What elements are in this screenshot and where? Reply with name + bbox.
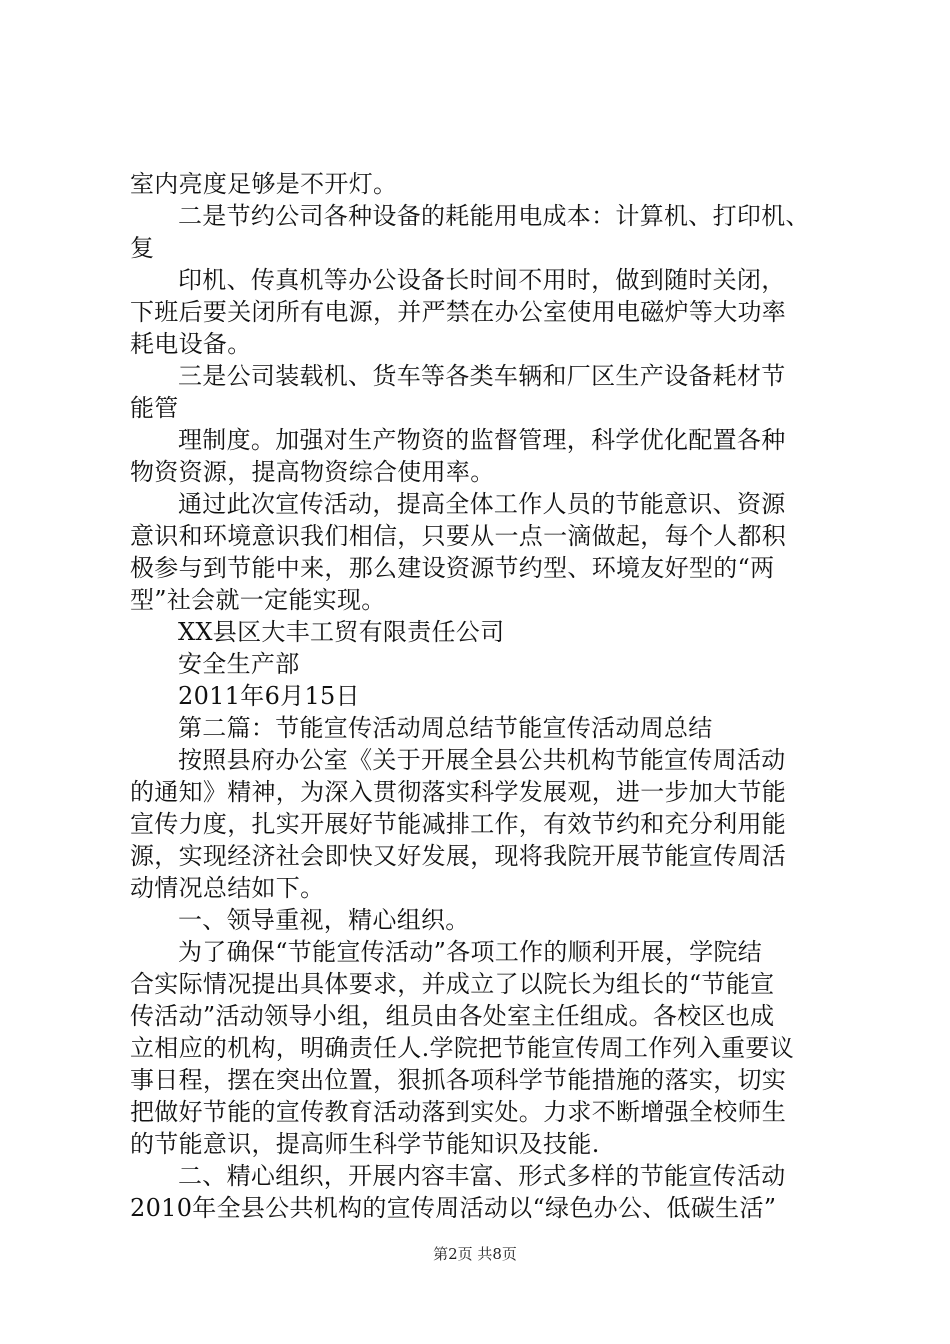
signature-date: 2011年6月15日 xyxy=(178,682,360,710)
text-line: 源，实现经济社会即快又好发展，现将我院开展节能宣传周活 xyxy=(130,842,787,870)
text-line: 极参与到节能中来，那么建设资源节约型、环境友好型的“两 xyxy=(130,554,775,582)
text-line: 理制度。加强对生产物资的监督管理，科学优化配置各种 xyxy=(178,426,786,454)
text-line: 的通知》精神，为深入贯彻落实科学发展观，进一步加大节能 xyxy=(130,778,787,806)
text-line: 印机、传真机等办公设备长时间不用时，做到随时关闭， xyxy=(178,266,786,294)
text-line: 型”社会就一定能实现。 xyxy=(130,586,386,614)
text-line: 的节能意识，提高师生科学节能知识及技能. xyxy=(130,1130,600,1158)
signature-company: XX县区大丰工贸有限责任公司 xyxy=(178,618,505,646)
text-line: 二是节约公司各种设备的耗能用电成本：计算机、打印机、 xyxy=(178,202,810,230)
text-line: 为了确保“节能宣传活动”各项工作的顺利开展，学院结 xyxy=(178,938,763,966)
section-heading: 第二篇：节能宣传活动周总结节能宣传活动周总结 xyxy=(178,714,713,742)
signature-department: 安全生产部 xyxy=(178,650,300,678)
text-line: 合实际情况提出具体要求，并成立了以院长为组长的“节能宣 xyxy=(130,970,775,998)
subsection-heading: 二、精心组织，开展内容丰富、形式多样的节能宣传活动 xyxy=(178,1162,786,1190)
text-line: 物资资源，提高物资综合使用率。 xyxy=(130,458,495,486)
text-line: 动情况总结如下。 xyxy=(130,874,325,902)
text-line: 下班后要关闭所有电源，并严禁在办公室使用电磁炉等大功率 xyxy=(130,298,787,326)
text-line: 耗电设备。 xyxy=(130,330,252,358)
text-line: 能管 xyxy=(130,394,179,422)
text-line: 把做好节能的宣传教育活动落到实处。力求不断增强全校师生 xyxy=(130,1098,787,1126)
page-number: 第2页 共8页 xyxy=(433,1245,517,1263)
text-line: 通过此次宣传活动，提高全体工作人员的节能意识、资源 xyxy=(178,490,786,518)
text-line: 传活动”活动领导小组，组员由各处室主任组成。各校区也成 xyxy=(130,1002,775,1030)
text-line: 室内亮度足够是不开灯。 xyxy=(130,170,398,198)
text-line: 2010年全县公共机构的宣传周活动以“绿色办公、低碳生活” xyxy=(130,1194,777,1222)
document-body xyxy=(130,168,830,1224)
text-line: 宣传力度，扎实开展好节能减排工作，有效节约和充分利用能 xyxy=(130,810,787,838)
text-line: 按照县府办公室《关于开展全县公共机构节能宣传周活动 xyxy=(178,746,786,774)
page-footer xyxy=(0,1244,950,1264)
text-line: 复 xyxy=(130,234,155,262)
text-line: 事日程，摆在突出位置，狠抓各项科学节能措施的落实，切实 xyxy=(130,1066,787,1094)
subsection-heading: 一、领导重视，精心组织。 xyxy=(178,906,470,934)
text-line: 三是公司装载机、货车等各类车辆和厂区生产设备耗材节 xyxy=(178,362,786,390)
text-line: 立相应的机构，明确责任人.学院把节能宣传周工作列入重要议 xyxy=(130,1034,795,1062)
text-line: 意识和环境意识我们相信，只要从一点一滴做起，每个人都积 xyxy=(130,522,787,550)
